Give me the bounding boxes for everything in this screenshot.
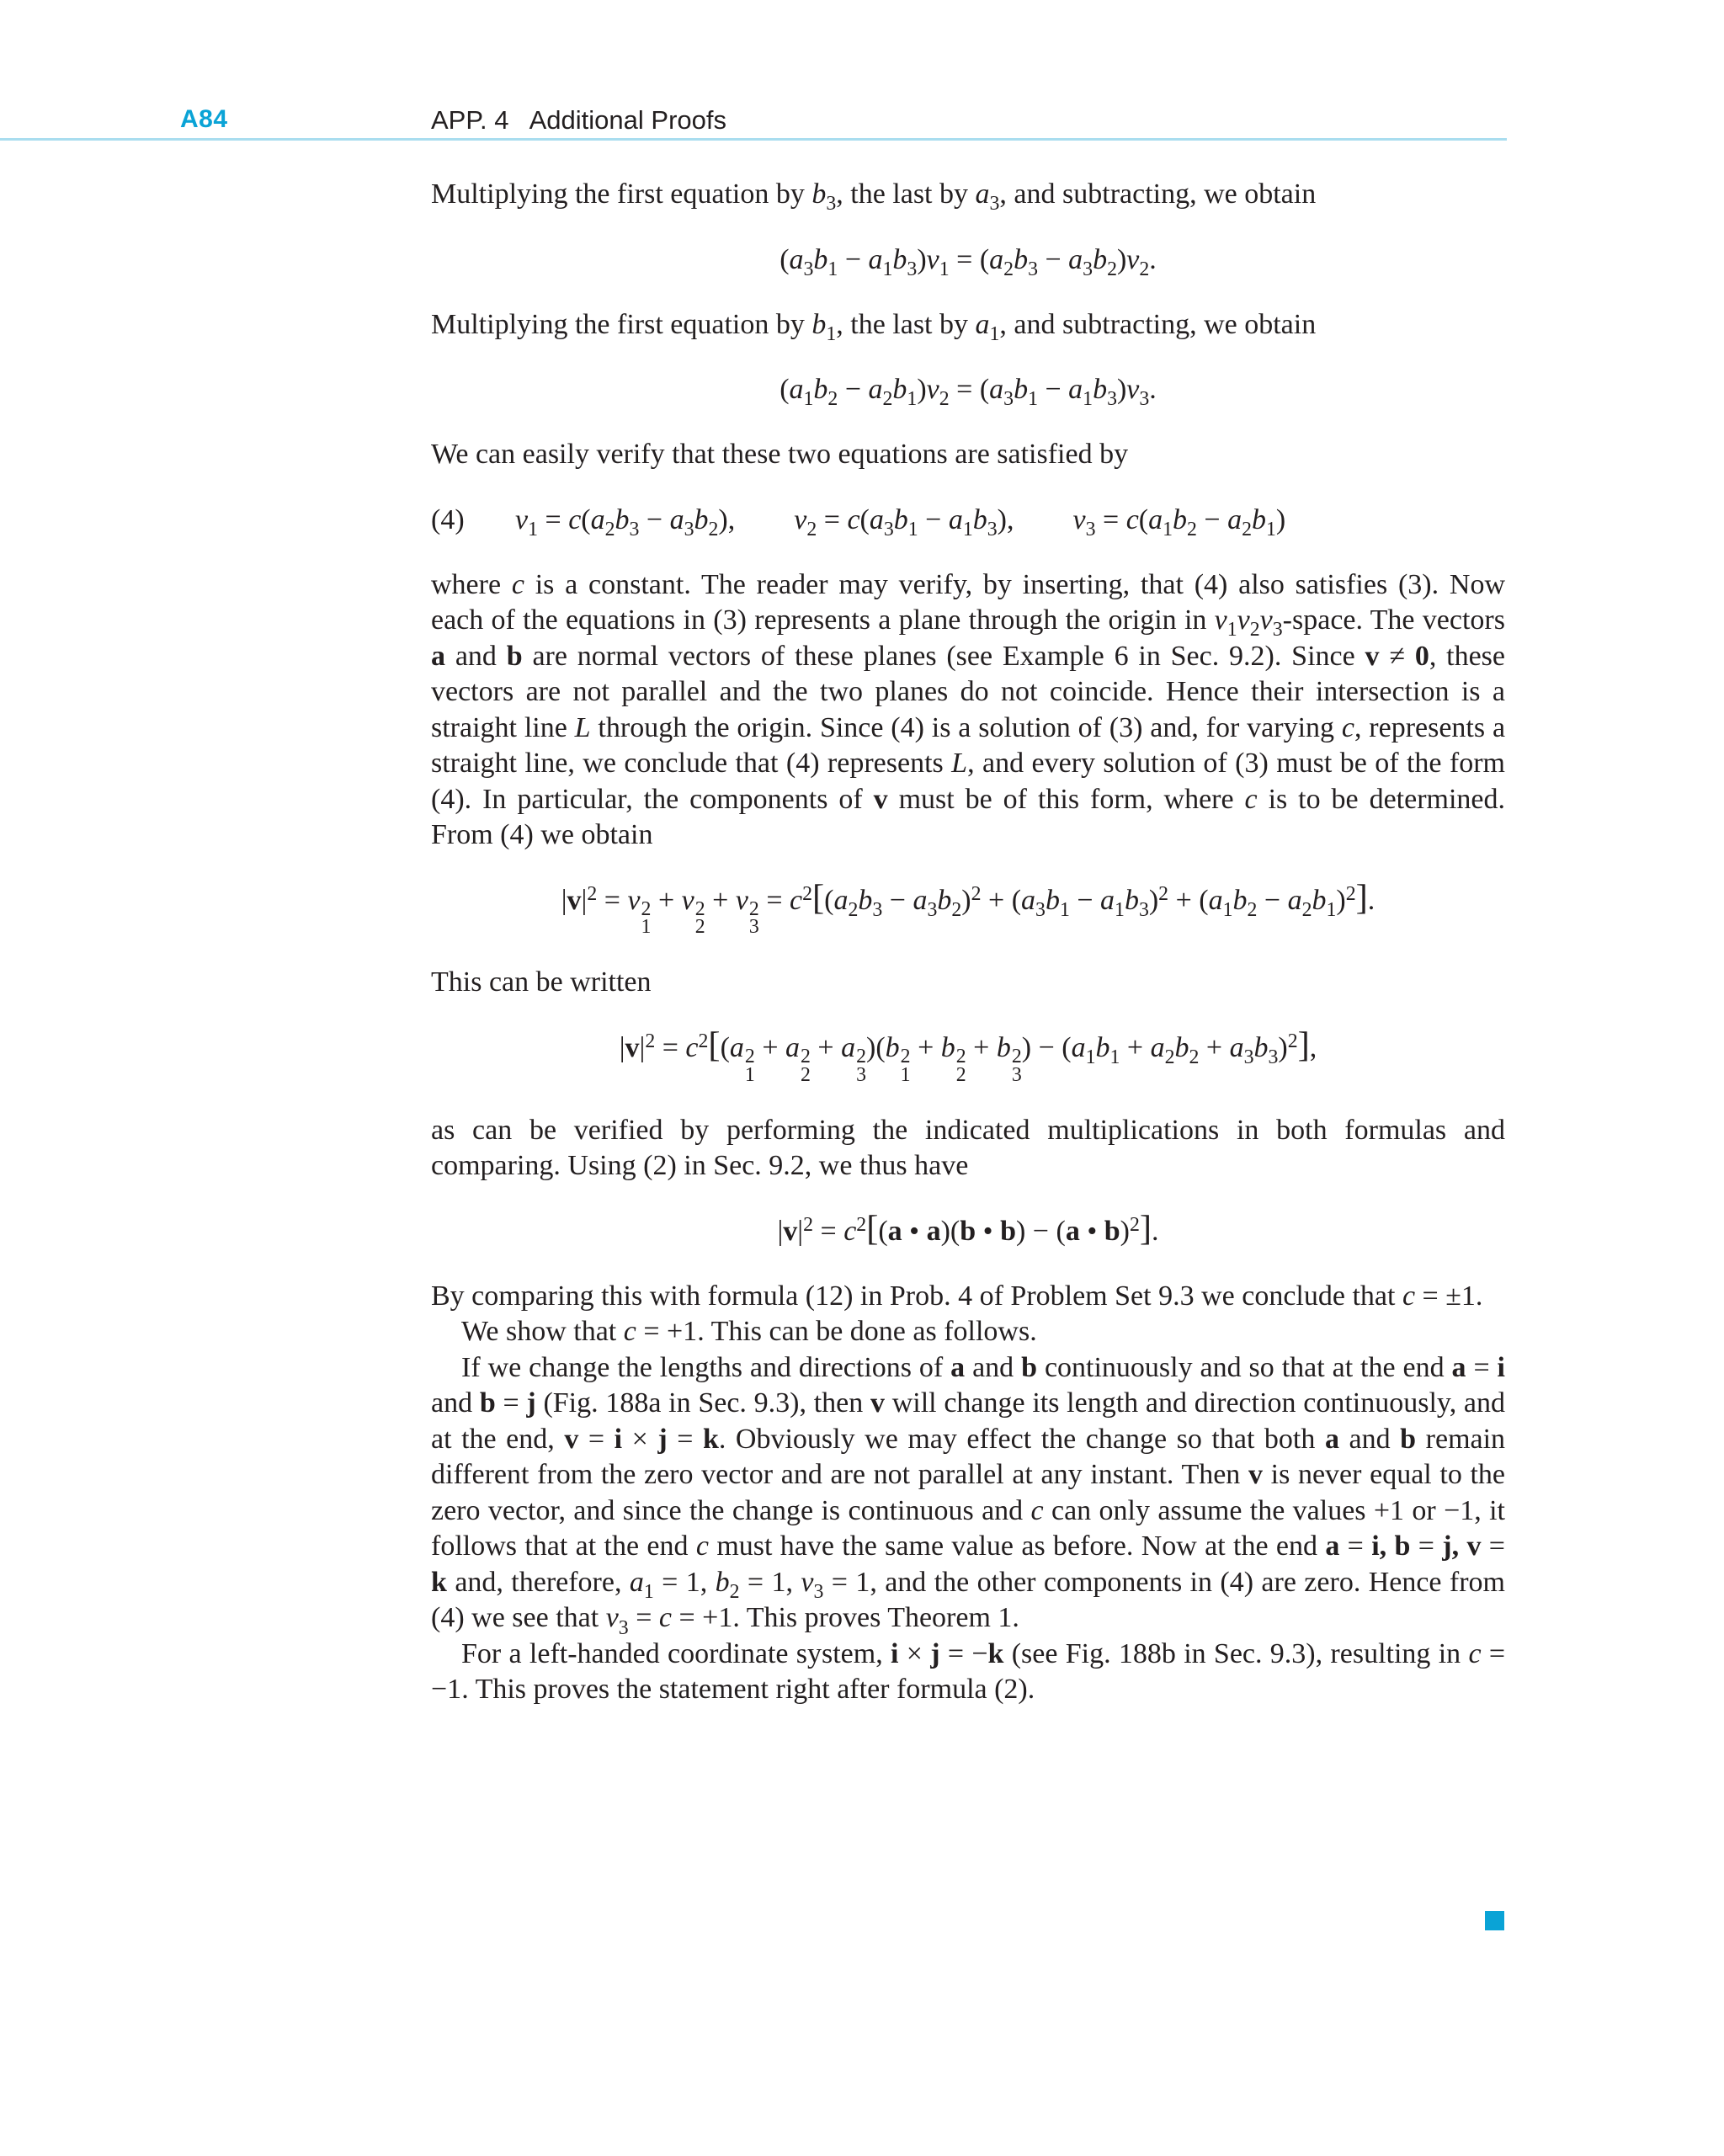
paragraph-7: By comparing this with formula (12) in Prob. 4 of Problem Set 9.3 we conclude that c = ±1. [431, 1280, 1483, 1312]
paragraph-3: We can easily verify that these two equations are satisfied by [431, 439, 1129, 470]
equation-1: $(a_3b_1 - a_1b_3)v_1 = (a_2b_3 - a_3b_2)v_2$. [780, 243, 1157, 280]
equation-2: $(a_1b_2 - a_2b_1)v_2 = (a_3b_1 - a_1b_3)v_3$. [780, 374, 1157, 411]
paragraph-5: This can be written [431, 966, 652, 998]
end-of-proof-square [1485, 1911, 1504, 1930]
paragraph-6: as can be verified by performing the indicated multiplications in both formulas and comparing. Using (2) in Sec. 9.2, we thus have [431, 1114, 1505, 1182]
equation-7: $|v|^2 = c^2[(a$ • a)(b • b) − (a • b)$^2$]. [777, 1208, 1159, 1248]
paragraph-4: where c is a constant. The reader may verify, by inserting, that (4) also satisfies (3). Now each of the equations in (3) represents a plane through the origin in $v_1v_2v_3$-space. The vectors a and b are normal vectors of these planes (see Example 6 in Sec. 9.2). Since v ≠ 0, these vectors are not parallel and the two planes do not coincide. Hence their intersection is a straight line L through the origin. Since (4) is a solution of (3) and, for varying c, represents a straight line, we conclude that (4) represents L, and every solution of (3) must be of the form (4). In particular, the components of v must be of this form, where c is to be determined. From (4) we obtain [431, 568, 1506, 850]
running-header [0, 99, 1507, 141]
paragraph-8: We show that c = +1. This can be done as follows. [461, 1316, 1037, 1348]
page-body [431, 177, 1505, 1708]
chapter-title: APP. 4 Additional Proofs [431, 105, 726, 135]
page-number: A84 [180, 105, 228, 133]
paragraph-1: Multiplying the first equation by $b_3$, the last by $a_3$, and subtracting, we obtain [431, 178, 1317, 216]
equation-5: $|v|^2 = v$ 2 1 + v 2 2 + v 2 3 = $c^2[(a_2b_3 - a_3b_2)^2 + (a_3b_1 - a_1b_3)^2 + (a_1b_2 - a_2b_1)^2]$. [561, 877, 1375, 939]
paragraph-9: If we change the lengths and directions of a and b continuously and so that at the end a = i and b = j (Fig. 188a in Sec. 9.3), then v will change its length and direction continuously, and at the end, v = i × j = k. Obviously we may effect the change so that both a and b remain different from the zero vector and are not parallel at any instant. Then v is never equal to the zero vector, and since the change is continuous and c can only assume the values +1 or −1, it follows that at the end c must have the same value as before. Now at the end a = i, b = j, v = k and, therefore, $a_1 = 1$, $b_2 = 1$, $v_3 = 1$, and the other components in (4) are zero. Hence from (4) we see that $v_3 = c = +1$. This proves Theorem 1. [431, 1351, 1506, 1639]
header-rule [0, 138, 1507, 141]
paragraph-10: For a left-handed coordinate system, i × j = −k (see Fig. 188b in Sec. 9.3), resulting in c = −1. This proves the statement right after formula (2). [431, 1637, 1505, 1706]
paragraph-2: Multiplying the first equation by $b_1$, the last by $a_1$, and subtracting, we obtain [431, 308, 1317, 345]
equation-6: $|v|^2 = c^2[(a$ 2 1 + a 2 2 + a 2 3 )(b 2 1 + b 2 2 + b 2 3 ) − $(a_1b_1 + a_2b_2 + a_3b_3)^2$], [619, 1025, 1317, 1086]
equation-4: (4) $v_1 = c(a_2b_3 - a_3b_2)$, $v_2 = c(a_3b_1 - a_1b_3)$, $v_3 = c(a_1b_2 - a_2b_1)$ [431, 502, 1505, 539]
equation-number: (4) [431, 503, 465, 535]
